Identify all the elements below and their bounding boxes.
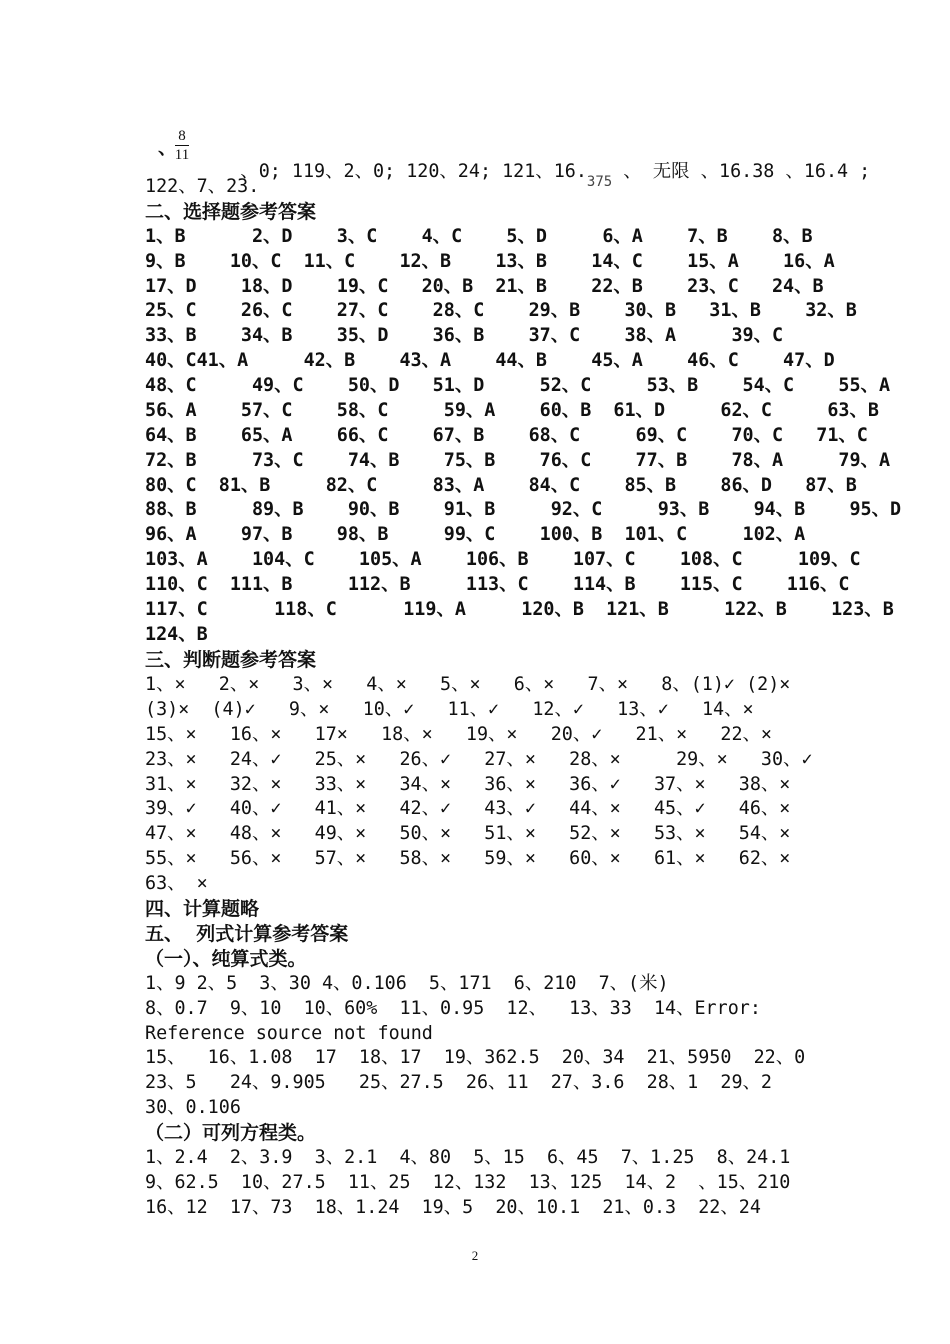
s2-row: 88、B 89、B 90、B 91、B 92、C 93、B 94、B 95、D: [145, 499, 902, 520]
s3-row: 63、 ×: [145, 873, 208, 894]
s5-sub2-row: 9、62.5 10、27.5 11、25 12、132 13、125 14、2 、15、210: [145, 1172, 791, 1193]
intro-line-1-small: 375: [586, 174, 613, 190]
section-5-sub1-title: （一）、纯算式类。: [145, 948, 307, 970]
s2-row: 17、D 18、D 19、C 20、B 21、B 22、B 23、C 24、B: [145, 276, 824, 297]
s2-row: 124、B: [145, 624, 208, 645]
s5-sub2-row: 1、2.4 2、3.9 3、2.1 4、80 5、15 6、45 7、1.25 8、24.1: [145, 1147, 791, 1168]
s3-row: 55、× 56、× 57、× 58、× 59、× 60、× 61、× 62、×: [145, 848, 791, 869]
intro-sep: 、: [158, 138, 177, 159]
intro-line-1: [196, 136, 870, 209]
s5-sub1-row: 8、0.7 9、10 10、60% 11、0.95 12、 13、33 14、Error:: [145, 998, 761, 1019]
s2-row: 64、B 65、A 66、C 67、B 68、C 69、C 70、C 71、C: [145, 425, 868, 446]
fraction-bar: [175, 145, 189, 146]
s3-row: 31、× 32、× 33、× 34、× 36、× 36、✓ 37、× 38、×: [145, 774, 791, 795]
fraction-denominator: 11: [174, 147, 190, 163]
s5-sub1-row: 30、0.106: [145, 1097, 241, 1118]
s2-row: 110、C 111、B 112、B 113、C 114、B 115、C 116、C: [145, 574, 850, 595]
s3-row: 15、× 16、× 17× 18、× 19、× 20、✓ 21、× 22、×: [145, 724, 772, 745]
s3-row: 47、× 48、× 49、× 50、× 51、× 52、× 53、× 54、×: [145, 823, 791, 844]
s3-row: 23、× 24、✓ 25、× 26、✓ 27、× 28、× 29、× 30、✓: [145, 749, 813, 770]
s5-sub1-row: 23、5 24、9.905 25、27.5 26、11 27、3.6 28、1 29、2: [145, 1072, 772, 1093]
intro-line-1-tail: 、 无限 、16.38 、16.4 ;: [612, 161, 871, 182]
s3-row: 39、✓ 40、✓ 41、× 42、✓ 43、✓ 44、× 45、✓ 46、×: [145, 798, 791, 819]
section-5-sub2-title: （二）可列方程类。: [145, 1122, 317, 1144]
intro-line-1-text: 、0; 119、2、0; 120、24; 121、16.: [240, 161, 587, 182]
s2-row: 9、B 10、C 11、C 12、B 13、B 14、C 15、A 16、A: [145, 251, 835, 272]
s2-row: 72、B 73、C 74、B 75、B 76、C 77、B 78、A 79、A: [145, 450, 891, 471]
s5-sub2-row: 16、12 17、73 18、1.24 19、5 20、10.1 21、0.3 22、24: [145, 1197, 761, 1218]
s5-sub1-row: 1、9 2、5 3、30 4、0.106 5、171 6、210 7、(米): [145, 973, 669, 994]
section-4-title: 四、计算题略: [145, 898, 260, 920]
page-number: 2: [471, 1248, 479, 1263]
s5-sub1-row: 15、 16、1.08 17 18、17 19、362.5 20、34 21、5950 22、0: [145, 1047, 806, 1068]
fraction-numerator: 8: [178, 128, 186, 144]
intro-line-2: 122、7、23.: [145, 176, 260, 197]
s2-row: 80、C 81、B 82、C 83、A 84、C 85、B 86、D 87、B: [145, 475, 857, 496]
s2-row: 56、A 57、C 58、C 59、A 60、B 61、D 62、C 63、B: [145, 400, 879, 421]
s2-row: 96、A 97、B 98、B 99、C 100、B 101、C 102、A: [145, 524, 806, 545]
s2-row: 40、C41、A 42、B 43、A 44、B 45、A 46、C 47、D: [145, 350, 835, 371]
s3-row: 1、× 2、× 3、× 4、× 5、× 6、× 7、× 8、(1)✓ (2)×: [145, 674, 791, 695]
s2-row: 117、C 118、C 119、A 120、B 121、B 122、B 123、B: [145, 599, 894, 620]
section-3-title: 三、判断题参考答案: [145, 649, 317, 671]
s2-row: 48、C 49、C 50、D 51、D 52、C 53、B 54、C 55、A: [145, 375, 891, 396]
section-2-title: 二、选择题参考答案: [145, 201, 317, 223]
s5-sub1-row: Reference source not found: [145, 1023, 433, 1044]
section-5-title: 五、 列式计算参考答案: [145, 923, 349, 945]
s3-row: (3)× (4)✓ 9、× 10、✓ 11、✓ 12、✓ 13、✓ 14、×: [145, 699, 754, 720]
s2-row: 25、C 26、C 27、C 28、C 29、B 30、B 31、B 32、B: [145, 300, 857, 321]
s2-row: 33、B 34、B 35、D 36、B 37、C 38、A 39、C: [145, 325, 784, 346]
s2-row: 103、A 104、C 105、A 106、B 107、C 108、C 109、C: [145, 549, 861, 570]
s2-row: 1、B 2、D 3、C 4、C 5、D 6、A 7、B 8、B: [145, 226, 813, 247]
fraction-8-11: [174, 127, 190, 164]
